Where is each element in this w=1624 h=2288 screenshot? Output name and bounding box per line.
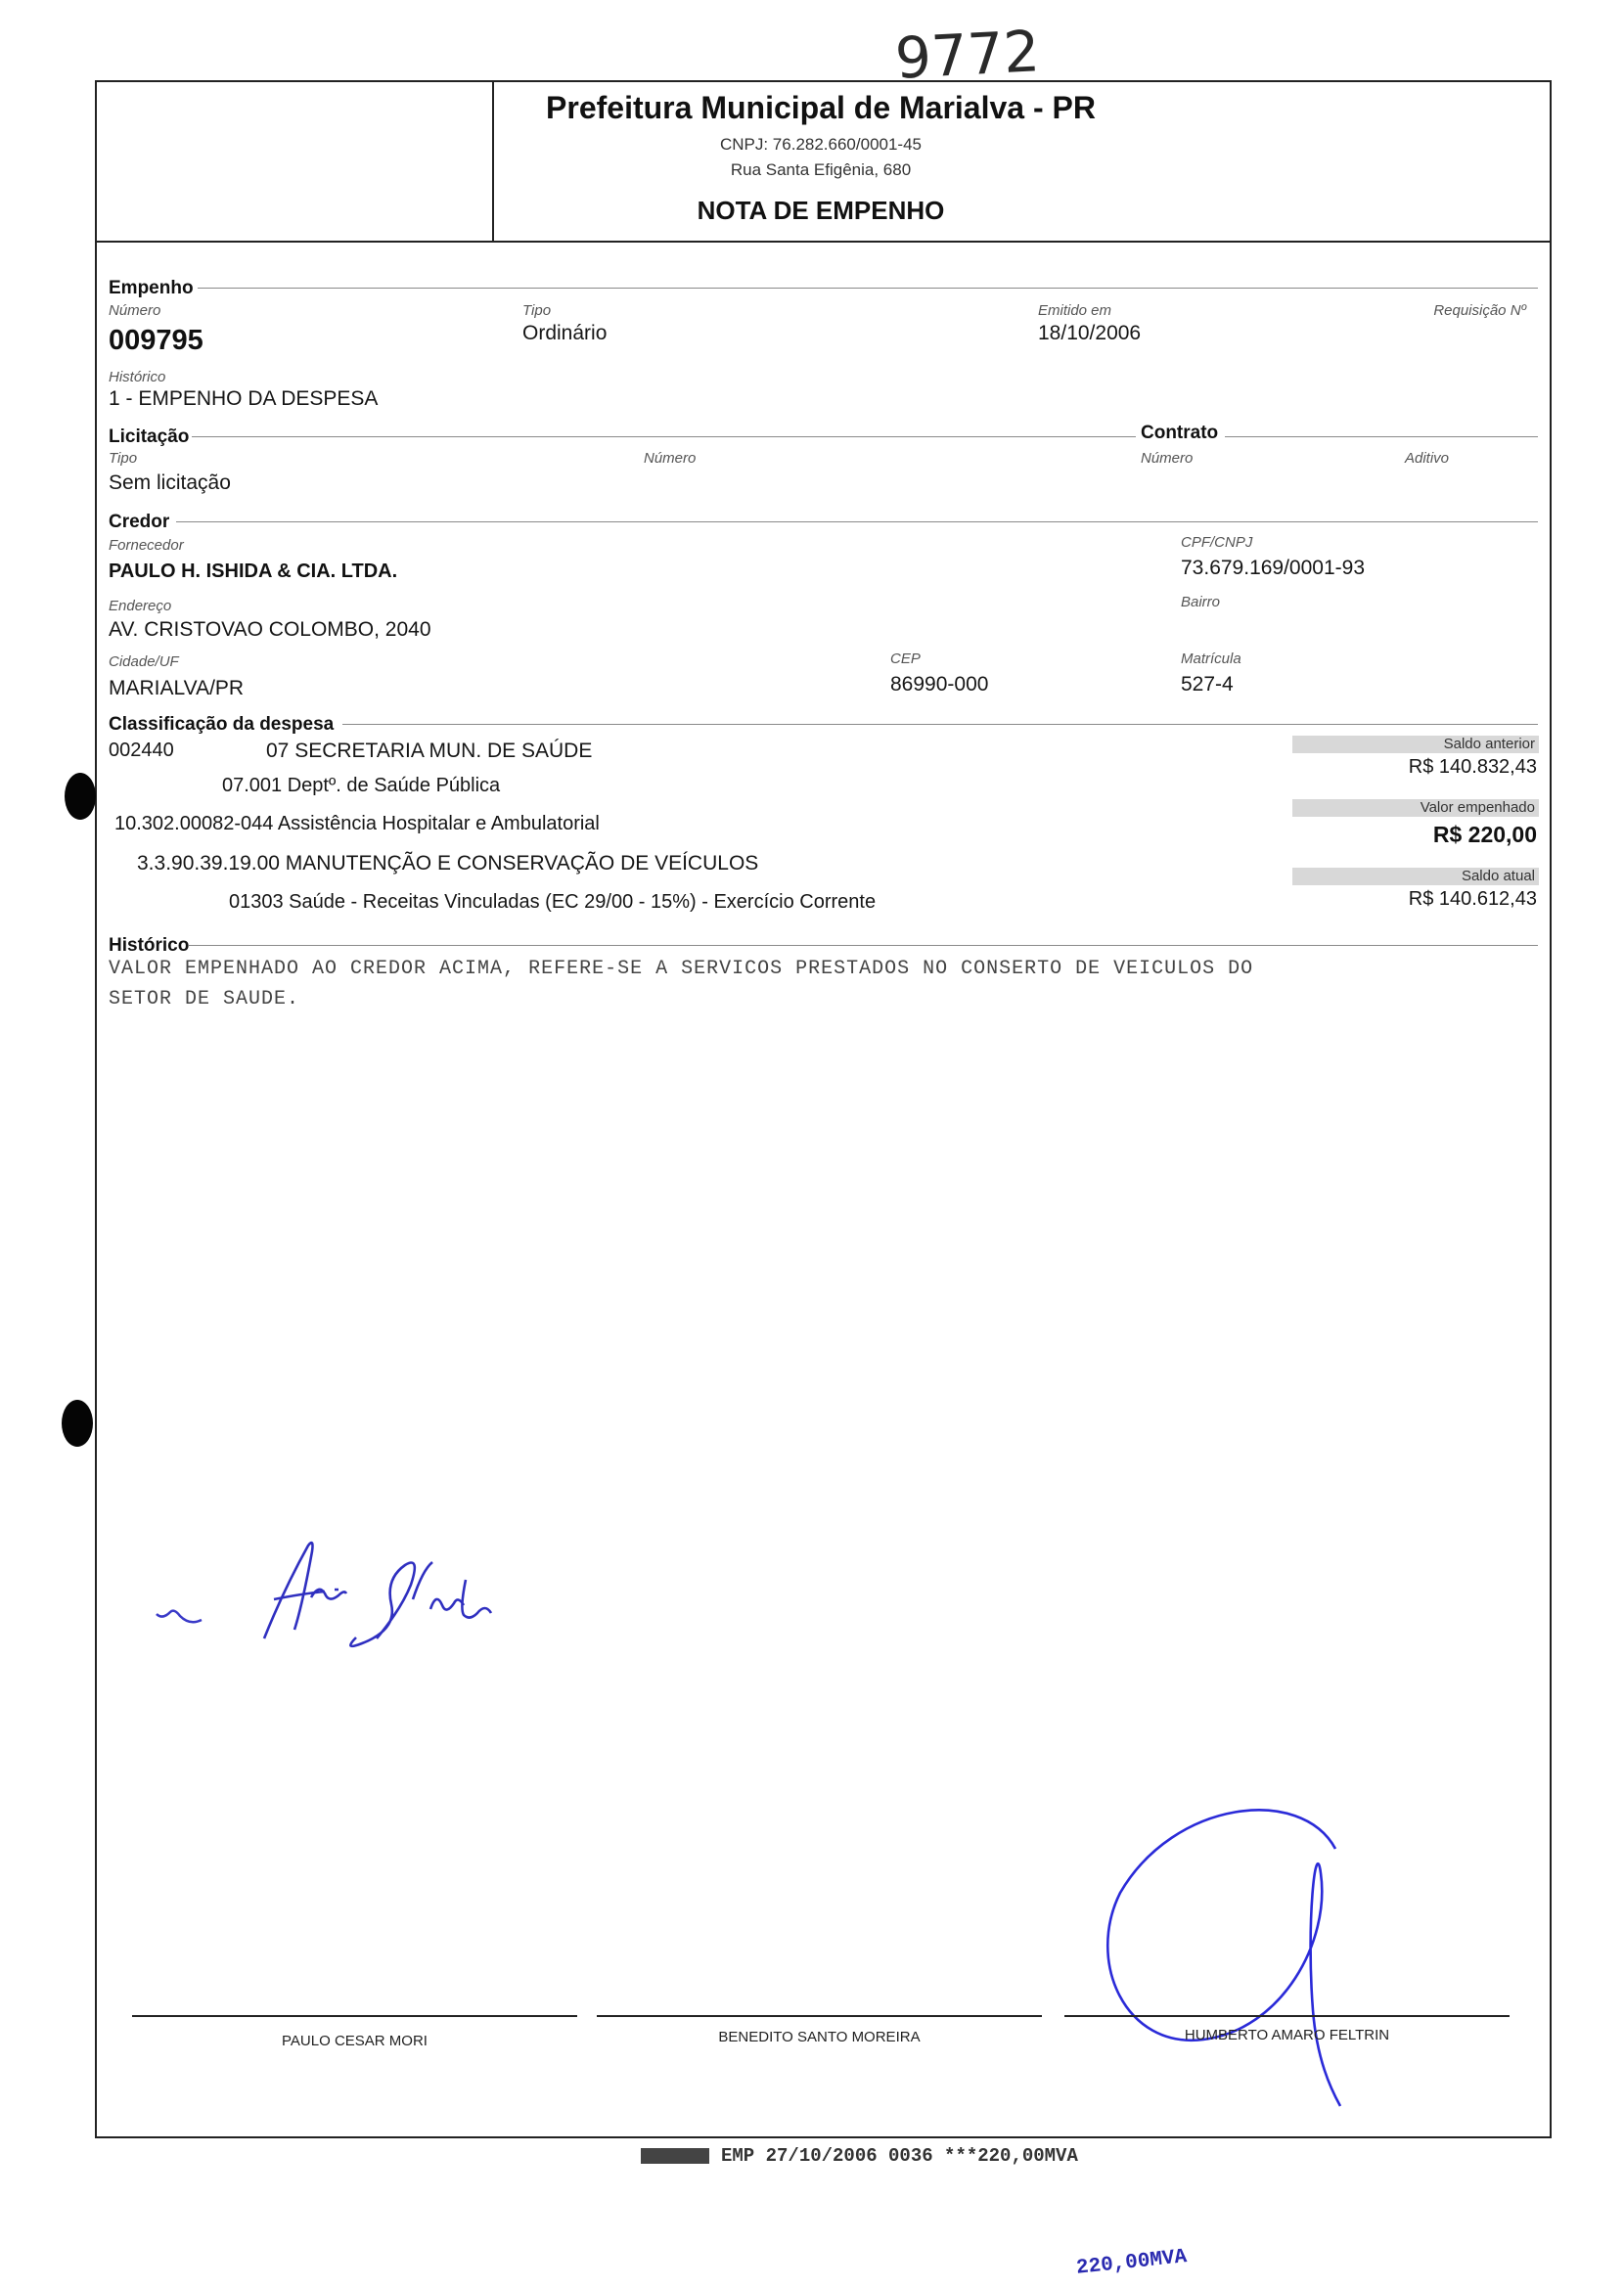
emitido-date: 18/10/2006 bbox=[1038, 322, 1142, 344]
licitacao-tipo-label: Tipo bbox=[109, 450, 138, 467]
valor-empenhado-label: Valor empenhado bbox=[1420, 799, 1535, 816]
stamp-barcode bbox=[641, 2148, 709, 2164]
bank-auth-text: EMP 27/10/2006 0036 ***220,00MVA bbox=[721, 2145, 1078, 2167]
signature-line-2 bbox=[597, 2015, 1042, 2017]
signer-3-name: HUMBERTO AMARO FELTRIN bbox=[1184, 2027, 1390, 2043]
cnpj-text: CNPJ: 76.282.660/0001-45 bbox=[719, 135, 923, 154]
class-line5: 01303 Saúde - Receitas Vinculadas (EC 29/00 - 15%) - Exercício Corrente bbox=[229, 891, 877, 913]
matricula-label: Matrícula bbox=[1181, 651, 1241, 667]
bottom-partial-stamp: 220,00MVA bbox=[1075, 2246, 1189, 2280]
empenho-tipo: Ordinário bbox=[522, 322, 608, 344]
director-signature bbox=[1086, 1795, 1379, 2113]
empenho-numero: 009795 bbox=[109, 325, 203, 356]
handwritten-number: 9772 bbox=[893, 18, 1042, 92]
cidade-label: Cidade/UF bbox=[109, 653, 179, 670]
class-line2: 07.001 Deptº. de Saúde Pública bbox=[222, 775, 501, 796]
header-divider bbox=[95, 241, 1550, 243]
punch-hole-top bbox=[65, 773, 96, 820]
logo-area bbox=[95, 80, 494, 243]
signature-line-1 bbox=[132, 2015, 577, 2017]
licitacao-numero-label: Número bbox=[644, 450, 697, 467]
classificacao-rule bbox=[342, 724, 1538, 725]
cep-value: 86990-000 bbox=[890, 673, 989, 695]
historico-short: 1 - EMPENHO DA DESPESA bbox=[109, 387, 379, 410]
emitido-label: Emitido em bbox=[1038, 302, 1112, 319]
contrato-numero-label: Número bbox=[1141, 450, 1194, 467]
bank-auth-stamp bbox=[641, 2145, 1078, 2167]
cpf-label: CPF/CNPJ bbox=[1181, 534, 1253, 551]
licitacao-rule bbox=[192, 436, 1136, 437]
class-line4: 3.3.90.39.19.00 MANUTENÇÃO E CONSERVAÇÃO DE VEÍCULOS bbox=[137, 852, 759, 875]
empenho-tipo-label: Tipo bbox=[522, 302, 552, 319]
classificacao-section-title: Classificação da despesa bbox=[109, 714, 335, 735]
class-line1: 07 SECRETARIA MUN. DE SAÚDE bbox=[266, 740, 593, 762]
punch-hole-bottom bbox=[62, 1400, 93, 1447]
historico-line1: VALOR EMPENHADO AO CREDOR ACIMA, REFERE-SE A SERVICOS PRESTADOS NO CONSERTO DE VEICULOS DO bbox=[109, 958, 1254, 980]
empenho-numero-label: Número bbox=[109, 302, 161, 319]
credor-section-title: Credor bbox=[109, 512, 170, 532]
licitacao-tipo: Sem licitação bbox=[109, 471, 231, 494]
fornecedor-label: Fornecedor bbox=[109, 537, 184, 554]
saldo-anterior-value: R$ 140.832,43 bbox=[1408, 756, 1537, 778]
empenho-rule bbox=[198, 288, 1538, 289]
cep-label: CEP bbox=[890, 651, 921, 667]
bairro-label: Bairro bbox=[1181, 594, 1221, 610]
valor-empenhado-value: R$ 220,00 bbox=[1432, 822, 1537, 847]
historico-rule bbox=[189, 945, 1538, 946]
saldo-atual-value: R$ 140.612,43 bbox=[1408, 888, 1537, 910]
endereco-label: Endereço bbox=[109, 598, 172, 614]
empenho-section-title: Empenho bbox=[109, 278, 194, 298]
cpf-value: 73.679.169/0001-93 bbox=[1181, 557, 1366, 579]
licitacao-section-title: Licitação bbox=[109, 426, 190, 447]
class-line3: 10.302.00082-044 Assistência Hospitalar e Ambulatorial bbox=[114, 813, 600, 834]
credor-rule bbox=[176, 521, 1538, 522]
saldo-anterior-label: Saldo anterior bbox=[1443, 736, 1535, 752]
signer-2-name: BENEDITO SANTO MOREIRA bbox=[718, 2029, 921, 2045]
contrato-aditivo-label: Aditivo bbox=[1405, 450, 1450, 467]
signature-line-3 bbox=[1064, 2015, 1510, 2017]
historico-line2: SETOR DE SAUDE. bbox=[109, 988, 300, 1010]
cidade-value: MARIALVA/PR bbox=[109, 677, 245, 699]
requisicao-label: Requisição Nº bbox=[1433, 302, 1526, 319]
historico-short-label: Histórico bbox=[109, 369, 166, 385]
saldo-atual-label: Saldo atual bbox=[1461, 868, 1535, 884]
signer-1-name: PAULO CESAR MORI bbox=[282, 2033, 428, 2049]
address-text: Rua Santa Efigênia, 680 bbox=[730, 160, 912, 179]
endereco-value: AV. CRISTOVAO COLOMBO, 2040 bbox=[109, 618, 431, 641]
historico-section-title: Histórico bbox=[109, 935, 190, 956]
fornecedor-name: PAULO H. ISHIDA & CIA. LTDA. bbox=[109, 561, 398, 582]
class-code: 002440 bbox=[109, 740, 174, 761]
receipt-signature bbox=[137, 1521, 558, 1668]
doc-title: NOTA DE EMPENHO bbox=[697, 196, 945, 225]
contrato-section-title: Contrato bbox=[1141, 423, 1219, 443]
matricula-value: 527-4 bbox=[1181, 673, 1234, 695]
municipality-title: Prefeitura Municipal de Marialva - PR bbox=[546, 90, 1096, 125]
contrato-rule bbox=[1225, 436, 1538, 437]
